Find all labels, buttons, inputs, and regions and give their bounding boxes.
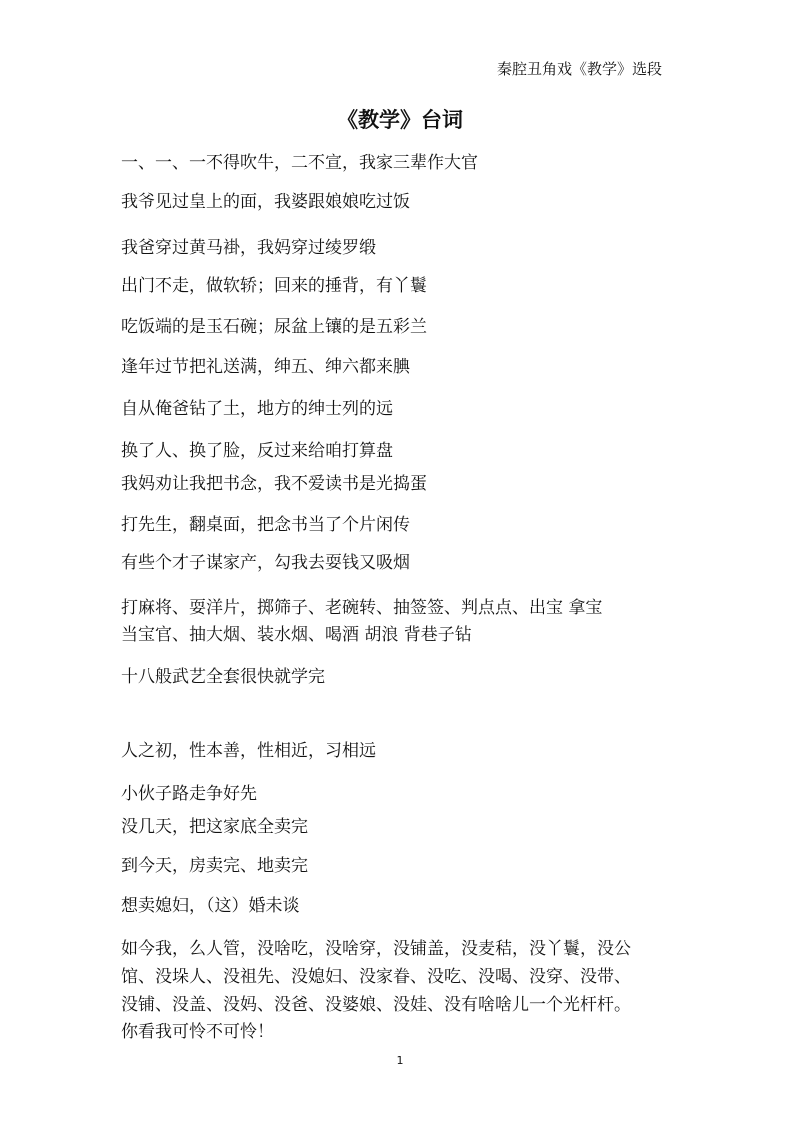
text-line: 打先生，翻桌面，把念书当了个片闲传 — [121, 515, 410, 535]
running-header: 秦腔丑角戏《教学》选段 — [496, 60, 662, 78]
text-line: 没铺、没盖、没妈、没爸、没婆娘、没娃、没有啥啥儿一个光杆杆。 — [121, 995, 631, 1015]
document-title: 《教学》台词 — [337, 108, 463, 132]
text-line: 十八般武艺全套很快就学完 — [121, 667, 325, 687]
text-line: 到今天，房卖完、地卖完 — [121, 856, 308, 876]
text-line: 没几天，把这家底全卖完 — [121, 817, 308, 837]
text-line: 自从俺爸钻了土，地方的绅士列的远 — [121, 399, 393, 419]
text-line: 我爷见过皇上的面，我婆跟娘娘吃过饭 — [121, 192, 410, 212]
text-line: 我爸穿过黄马褂，我妈穿过绫罗缎 — [121, 238, 376, 258]
text-line: 你看我可怜不可怜！ — [121, 1022, 274, 1042]
text-line: 有些个才子谋家产，勾我去耍钱又吸烟 — [121, 553, 410, 573]
text-line: 想卖媳妇，（这）婚未谈 — [121, 896, 300, 916]
text-line: 如今我，么人管，没啥吃，没啥穿，没铺盖，没麦秸，没丫鬟，没公 — [121, 939, 631, 959]
text-line: 逢年过节把礼送满，绅五、绅六都来腆 — [121, 357, 410, 377]
text-line: 一、一、一不得吹牛，二不宣，我家三辈作大官 — [121, 153, 478, 173]
text-line: 吃饭端的是玉石碗；尿盆上镶的是五彩兰 — [121, 317, 427, 337]
text-line: 打麻将、耍洋片，掷筛子、老碗转、抽签签、判点点、出宝 拿宝 — [121, 598, 603, 618]
page-number: 1 — [396, 1054, 404, 1067]
text-line: 人之初，性本善，性相近，习相远 — [121, 741, 376, 761]
text-line: 小伙子路走争好先 — [121, 784, 257, 804]
text-line: 当宝官、抽大烟、装水烟、喝酒 胡浪 背巷子钻 — [121, 625, 472, 645]
text-line: 出门不走，做软轿；回来的捶背，有丫鬟 — [121, 276, 427, 296]
text-line: 我妈劝让我把书念，我不爱读书是光捣蛋 — [121, 474, 427, 494]
text-line: 换了人、换了脸，反过来给咱打算盘 — [121, 441, 393, 461]
text-line: 馆、没垛人、没祖先、没媳妇、没家眷、没吃、没喝、没穿、没带、 — [121, 967, 631, 987]
